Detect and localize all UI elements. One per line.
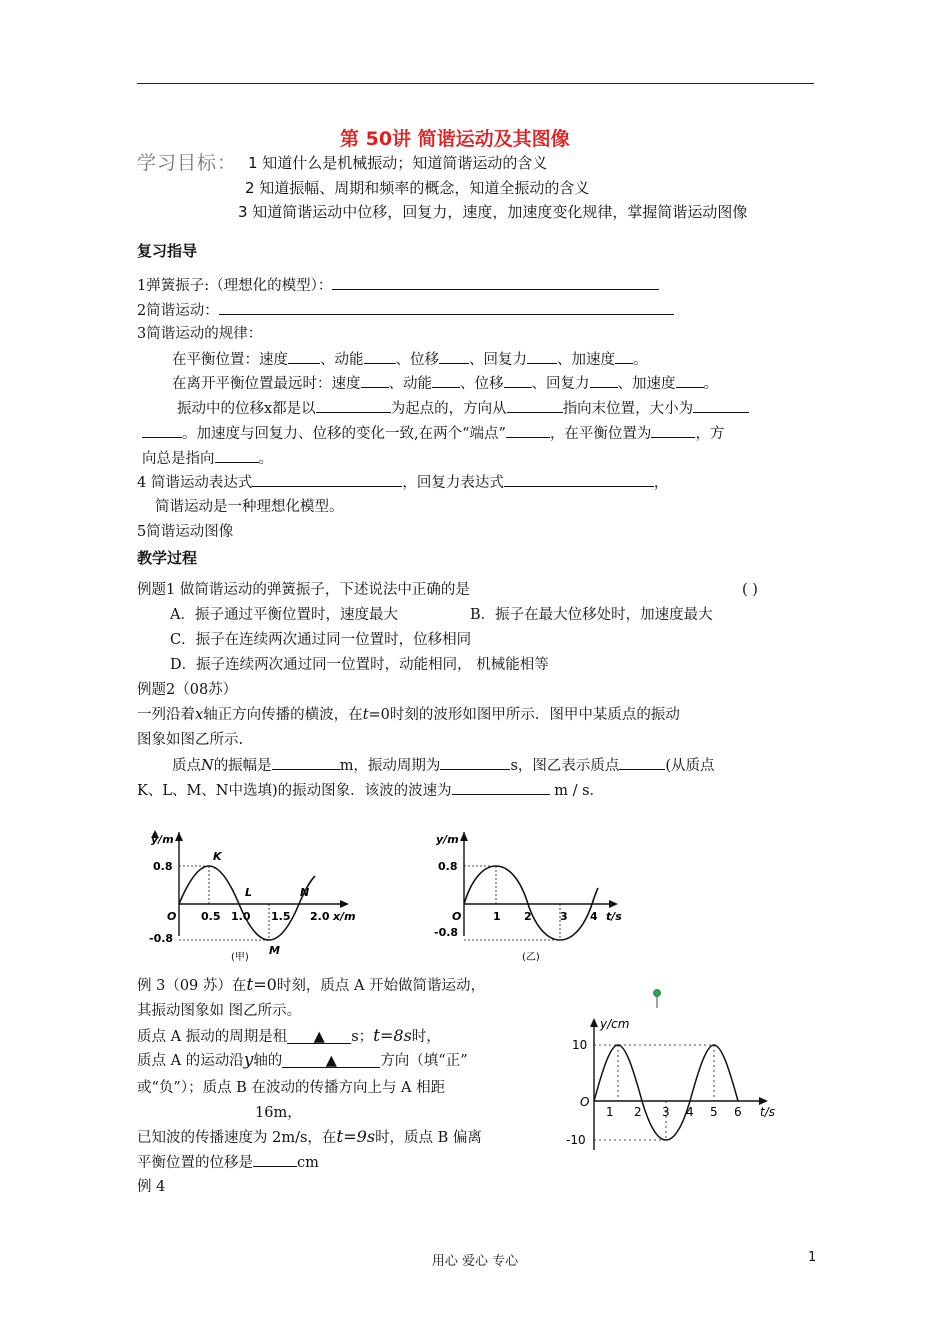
text: =0 <box>253 975 277 994</box>
blank <box>364 349 396 364</box>
text: 、位移 <box>395 352 439 368</box>
review-line-2-text: 2简谐运动： <box>137 303 219 319</box>
goal-3: 3 知道简谐运动中位移，回复力，速度，加速度变化规律，掌握简谐运动图像 <box>238 203 748 221</box>
option-d: D．振子连续两次通过同一位置时，动能相同， 机械能相等 <box>170 657 549 673</box>
text: 在平衡位置：速度 <box>172 352 288 368</box>
blank <box>215 448 259 463</box>
x-tick: 2.0 <box>310 910 330 923</box>
blank <box>432 373 460 388</box>
blank <box>332 275 659 290</box>
blank <box>615 349 633 364</box>
text: 。 <box>703 376 718 392</box>
example-3-line-2: 其振动图象如 图乙所示。 <box>137 1003 302 1019</box>
blank <box>253 1152 297 1167</box>
blank <box>676 373 704 388</box>
answer-blank <box>282 1051 380 1068</box>
x-tick: 6 <box>734 1105 742 1119</box>
text: 在离开平衡位置最远时：速度 <box>172 376 361 392</box>
example-1: 例题1 做简谐运动的弹簧振子，下述说法中正确的是 <box>137 582 470 598</box>
example-1-paren: ( ) <box>742 582 758 598</box>
review-line-1 <box>137 275 659 296</box>
y-tick-top: 10 <box>572 1038 588 1052</box>
text: 轴正方向传播的横波，在 <box>203 707 363 723</box>
y-axis-label: y/cm <box>600 1017 630 1031</box>
review-line-3e <box>142 448 273 469</box>
text: 平衡位置的位移是 <box>137 1155 253 1171</box>
blank <box>219 300 674 315</box>
x-axis-arrowhead <box>340 900 349 908</box>
blank <box>316 398 391 413</box>
origin-label: O <box>167 910 177 923</box>
triangle-marker: ▲ <box>313 1029 325 1045</box>
y-axis-label: y/m <box>151 833 174 846</box>
goal-2: 2 知道振幅、周期和频率的概念，知道全振动的含义 <box>245 179 590 197</box>
x-tick: 5 <box>710 1105 718 1119</box>
goals-label: 学习目标： <box>137 152 238 174</box>
page-title: 第 50讲 简谐运动及其图像 <box>340 128 570 150</box>
text: =9s <box>343 1127 376 1146</box>
blank <box>361 373 389 388</box>
text: ， <box>653 475 669 491</box>
y-tick-bottom: -0.8 <box>434 926 459 939</box>
text: 。加速度与回复力、位移的变化一致,在两个“端点” <box>182 426 506 442</box>
text: 质点 A 的运动沿 <box>137 1053 244 1069</box>
example-3-line-5: 或“负”）；质点 B 在波动的传播方向上与 A 相距 <box>137 1080 446 1096</box>
text: =0时刻的波形如图甲所示．图甲中某质点的振动 <box>368 707 680 723</box>
page-number: 1 <box>808 1250 817 1265</box>
x-tick: 2 <box>634 1105 642 1119</box>
x-tick: 4 <box>590 910 598 923</box>
review-line-3a <box>172 349 648 370</box>
x-tick: 2 <box>524 910 532 923</box>
anchor-marker-icon <box>651 988 663 1010</box>
blank <box>651 423 695 438</box>
review-line-3b <box>172 373 718 394</box>
text: 时， <box>411 1029 441 1045</box>
y-axis-arrowhead <box>175 832 183 841</box>
example-2-question-2 <box>137 780 604 801</box>
text: 已知波的传播速度为 2m/s，在 <box>137 1130 337 1146</box>
text: 、动能 <box>388 376 432 392</box>
blank <box>452 780 550 795</box>
x-axis-label: x/m <box>333 910 356 923</box>
x-tick: 0.5 <box>201 910 221 923</box>
text: t <box>246 975 254 995</box>
text: 。 <box>258 451 273 467</box>
wave-curve <box>179 866 315 940</box>
blank <box>504 373 532 388</box>
option-b: B．振子在最大位移处时，加速度最大 <box>470 607 713 623</box>
text: 4 简谐运动表达式 <box>137 475 253 491</box>
text: 时，质点 B 偏离 <box>375 1130 482 1146</box>
text: s，图乙表示质点 <box>510 758 620 774</box>
text: 质点 <box>172 758 201 774</box>
blank <box>439 349 469 364</box>
blank <box>440 755 510 770</box>
figure-caption: (甲) <box>231 952 249 963</box>
example-3-line-7 <box>137 1127 482 1148</box>
x-axis-label: t/s <box>606 910 622 923</box>
blank <box>504 472 654 487</box>
x-axis-arrowhead <box>759 1097 768 1105</box>
text: x <box>195 707 204 723</box>
x-tick: 1.0 <box>231 910 251 923</box>
text: 指向末位置，大小为 <box>562 401 694 417</box>
review-line-1-text: 1弹簧振子:（理想化的模型）： <box>137 278 333 294</box>
text: 质点 A 振动的周期是租 <box>137 1029 288 1045</box>
figure-caption: (乙) <box>522 952 540 963</box>
example-2-line-2: 图象如图乙所示. <box>137 732 244 748</box>
blank <box>590 373 618 388</box>
option-a: A．振子通过平衡位置时，速度最大 <box>170 607 398 623</box>
example-3-line-4 <box>137 1050 468 1071</box>
x-tick: 1 <box>606 1105 614 1119</box>
y-tick-top: 0.8 <box>438 860 458 873</box>
x-tick: 1.5 <box>271 910 291 923</box>
point-m-label: M <box>269 944 280 957</box>
text: 、回复力 <box>469 352 527 368</box>
text: ，回复力表达式 <box>402 475 504 491</box>
process-heading: 教学过程 <box>137 549 198 567</box>
vibration-graph-ex3 <box>560 1010 790 1160</box>
blank <box>507 398 563 413</box>
example-2: 例题2（08苏） <box>137 682 238 698</box>
review-heading: 复习指导 <box>137 242 198 260</box>
text: 、加速度 <box>557 352 615 368</box>
origin-label: O <box>452 910 462 923</box>
review-line-3: 3简谐运动的规律： <box>137 326 263 342</box>
origin-label: O <box>580 1095 590 1109</box>
text: s； <box>351 1029 374 1045</box>
blank <box>527 349 557 364</box>
x-axis-label: t/s <box>760 1105 775 1119</box>
text: ，在平衡位置为 <box>549 426 652 442</box>
text: 的振幅是 <box>213 758 272 774</box>
example-3-line-1 <box>137 975 485 996</box>
text: cm <box>297 1155 319 1171</box>
text: 例 3（09 苏）在 <box>137 978 247 994</box>
text: ，方 <box>695 426 725 442</box>
x-axis-arrowhead <box>609 900 618 908</box>
y-axis-label: y/m <box>436 833 459 846</box>
page-footer: 用心 爱心 专心 <box>431 1254 519 1269</box>
blank <box>252 472 402 487</box>
answer-blank <box>287 1027 351 1044</box>
header-rule <box>137 83 814 84</box>
point-k-label: K <box>213 850 222 863</box>
point-n-label: N <box>300 886 310 899</box>
blank <box>288 349 320 364</box>
vibration-curve <box>464 866 598 940</box>
y-tick-bottom: -0.8 <box>149 932 174 945</box>
wave-graph-jia <box>145 828 370 966</box>
text: =8s <box>380 1026 412 1045</box>
example-3-line-8 <box>137 1152 319 1173</box>
text: y <box>243 1050 254 1070</box>
text: (从质点 <box>665 758 715 774</box>
example-3-line-3 <box>137 1026 441 1047</box>
review-line-2 <box>137 300 674 321</box>
triangle-marker: ▲ <box>325 1053 337 1069</box>
review-line-3c <box>177 398 749 419</box>
text: 方向（填“正” <box>380 1053 468 1069</box>
text: 、动能 <box>320 352 364 368</box>
vibration-graph-yi <box>430 828 640 966</box>
example-3-line-6: 16m， <box>255 1105 302 1121</box>
text: N <box>201 758 214 774</box>
blank <box>142 423 182 438</box>
text: t <box>373 1026 380 1046</box>
example-2-question-1 <box>172 755 715 776</box>
text: 。 <box>633 352 648 368</box>
example-2-line-1 <box>137 705 680 725</box>
point-l-label: L <box>245 886 253 899</box>
text: 轴的 <box>253 1053 283 1069</box>
blank <box>506 423 550 438</box>
option-c: C．振子在连续两次通过同一位置时，位移相同 <box>170 632 472 648</box>
y-tick-top: 0.8 <box>153 860 173 873</box>
blank <box>272 755 340 770</box>
x-tick: 3 <box>560 910 568 923</box>
text: 振动中的位移x都是以 <box>177 401 316 417</box>
text: 一列沿着 <box>137 707 195 723</box>
y-axis-arrowhead <box>460 832 468 841</box>
review-line-5: 5简谐运动图像 <box>137 524 234 540</box>
goal-1: 1 知道什么是机械振动；知道简谐运动的含义 <box>248 154 548 172</box>
example-4: 例 4 <box>137 1179 166 1195</box>
text: m / s． <box>554 783 605 799</box>
x-tick: 3 <box>662 1105 670 1119</box>
text: 向总是指向 <box>142 451 215 467</box>
x-tick: 4 <box>686 1105 694 1119</box>
vibration-curve <box>594 1045 738 1140</box>
review-line-4 <box>137 472 668 493</box>
blank <box>619 755 665 770</box>
x-tick: 1 <box>493 910 501 923</box>
y-axis-arrowhead <box>590 1018 598 1027</box>
text: K、L、M、N中选填)的振动图象．该波的波速为 <box>137 783 452 799</box>
review-line-3d <box>142 423 724 444</box>
blank <box>693 398 749 413</box>
text: 、位移 <box>460 376 504 392</box>
text: 、加速度 <box>617 376 676 392</box>
text: m，振动周期为 <box>339 758 441 774</box>
text: 时刻，质点 A 开始做简谐运动， <box>276 978 486 994</box>
y-tick-bottom: -10 <box>566 1133 586 1147</box>
review-line-4b: 简谐运动是一种理想化模型。 <box>155 499 344 515</box>
text: 为起点的，方向从 <box>390 401 507 417</box>
text: t <box>362 707 369 723</box>
text: 、回复力 <box>531 376 590 392</box>
text: t <box>336 1127 344 1147</box>
